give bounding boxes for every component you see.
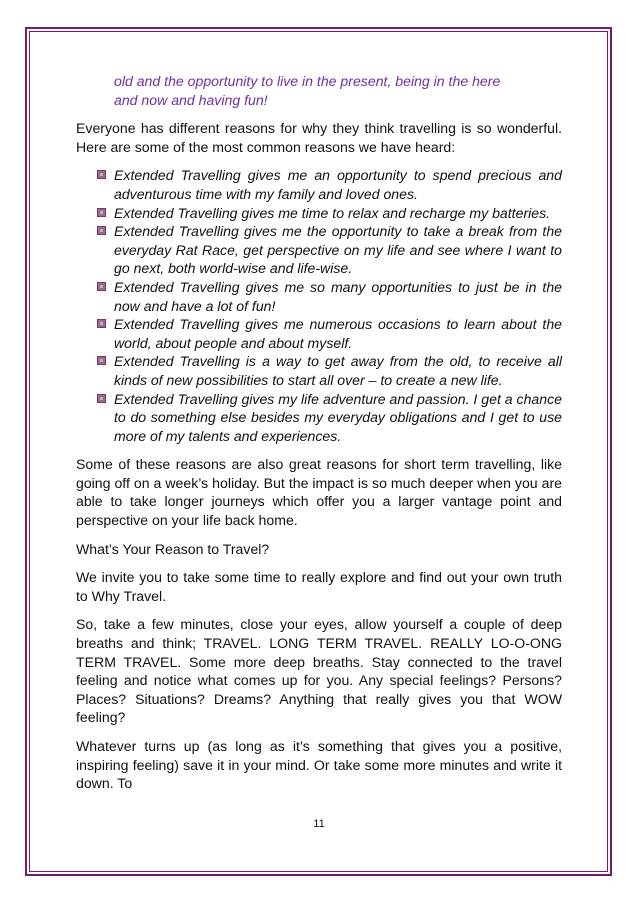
list-item <box>114 390 562 446</box>
reason-text: Extended Travelling gives me the opportunity to take a break from the everyday Rat Race, get perspective on my life and see where I want to go next, both world-wise and life-wise. <box>114 223 562 277</box>
list-item <box>114 278 562 315</box>
quote-block <box>114 72 562 109</box>
paragraph-exercise: So, take a few minutes, close your eyes, allow yourself a couple of deep breaths and think; TRAVEL. LONG TERM TRAVEL. REALLY LO-O-ONG TERM TRAVEL. Some more deep breaths. Stay connected to the travel feeling and notice what comes up for you. Any special feelings? Persons? Places? Situations? Dreams? Anything that really gives you that WOW feeling? <box>76 616 562 726</box>
paragraph-whatever: Whatever turns up (as long as it’s something that gives you a positive, inspiring feeling) save it in your mind. Or take some more minutes and write it down. To <box>76 738 562 792</box>
reason-text: Extended Travelling gives me so many opportunities to just be in the now and have a lot of fun! <box>114 278 562 314</box>
reason-text: Extended Travelling gives me time to relax and recharge my batteries. <box>114 204 551 221</box>
quote-line-2: and now and having fun! <box>114 91 268 108</box>
bullet-icon <box>97 170 106 179</box>
page-number: 11 <box>313 818 325 830</box>
bullet-icon <box>97 319 106 328</box>
bullet-icon <box>97 208 106 217</box>
reason-text: Extended Travelling gives me numerous occasions to learn about the world, about people and about myself. <box>114 316 562 351</box>
bullet-icon <box>97 356 106 365</box>
list-item <box>114 166 562 203</box>
bullet-icon <box>97 282 106 291</box>
paragraph-invite: We invite you to take some time to really explore and find out your own truth to Why Travel. <box>76 569 562 604</box>
reason-text: Extended Travelling gives me an opportunity to spend precious and adventurous time with my family and loved ones. <box>114 167 562 202</box>
list-item <box>114 352 562 389</box>
reason-text: Extended Travelling gives my life adventure and passion. I get a chance to do something else besides my everyday obligations and I get to use more of my talents and experiences. <box>114 390 562 444</box>
reasons-list <box>76 166 562 445</box>
list-item <box>114 315 562 352</box>
bullet-icon <box>97 226 106 235</box>
page-content <box>76 72 562 803</box>
bullet-icon <box>97 394 106 403</box>
reason-text: Extended Travelling is a way to get away from the old, to receive all kinds of new possibilities to start all over – to create a new life. <box>114 353 562 388</box>
list-item <box>114 222 562 278</box>
quote-line-1: old and the opportunity to live in the present, being in the here <box>114 73 501 89</box>
intro-paragraph: Everyone has different reasons for why they think travelling is so wonderful. Here are some of the most common reasons we have heard: <box>76 120 562 155</box>
section-question: What’s Your Reason to Travel? <box>76 540 270 557</box>
list-item <box>114 204 562 223</box>
paragraph-impact: Some of these reasons are also great reasons for short term travelling, like going off on a week’s holiday. But the impact is so much deeper when you are able to take longer journeys which offer you a larger vantage point and perspective on your life back home. <box>76 456 562 529</box>
